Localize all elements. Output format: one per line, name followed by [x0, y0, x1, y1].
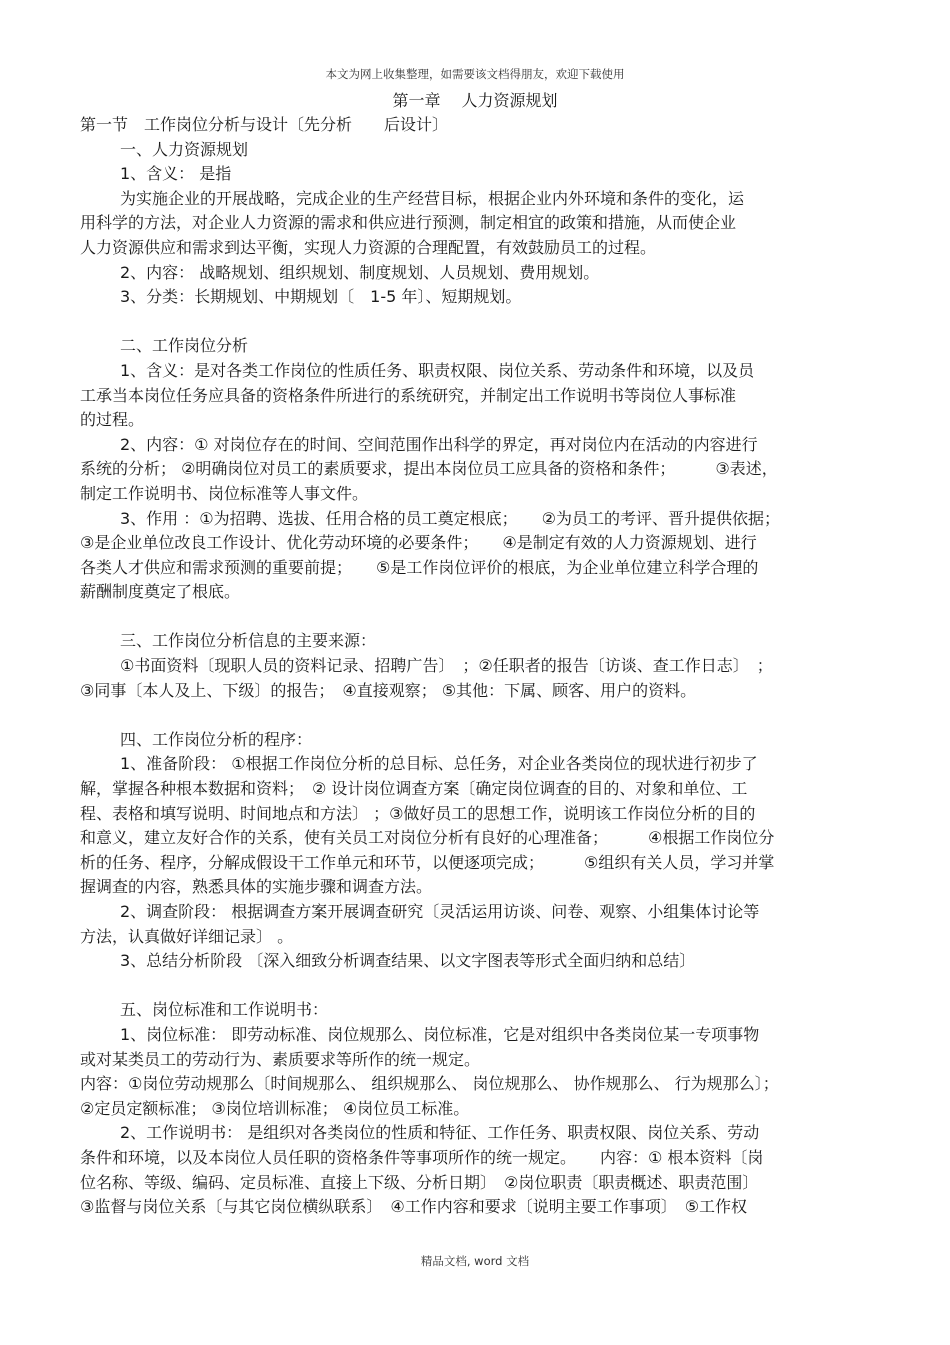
paragraph-line: 的过程。 — [80, 410, 145, 430]
heading: 四、工作岗位分析的程序： — [120, 729, 313, 749]
header-note: 本文为网上收集整理，如需要该文档得朋友，欢迎下载使用 — [325, 67, 625, 81]
footer-note: 精品文档, word 文档 — [420, 1254, 530, 1268]
paragraph-line: 2、内容：① 对岗位存在的时间、空间范围作出科学的界定，再对岗位内在活动的内容进行 — [120, 434, 758, 454]
paragraph-line: 1、准备阶段： ①根据工作岗位分析的总目标、总任务，对企业各类岗位的现状进行初步了 — [120, 754, 758, 774]
blank-line — [80, 974, 870, 999]
paragraph-line: 1、岗位标准： 即劳动标准、岗位规那么、岗位标准，它是对组织中各类岗位某一专项事物 — [120, 1024, 760, 1044]
paragraph-line: ③监督与岗位关系〔与其它岗位横纵联系〕 ④工作内容和要求〔说明主要工作事项〕 ⑤工作权 — [80, 1197, 748, 1217]
paragraph-line: 工承当本岗位任务应具备的资格条件所进行的系统研究，并制定出工作说明书等岗位人事标准 — [80, 385, 737, 405]
paragraph-line: 内容：①岗位劳动规那么〔时间规那么、 组织规那么、 岗位规那么、 协作规那么、 行为规那么〕； — [80, 1074, 779, 1094]
paragraph-line: 2、调查阶段： 根据调查方案开展调查研究〔灵活运用访谈、问卷、观察、小组集体讨论等 — [120, 902, 760, 921]
paragraph-line: 3、作用 ：①为招聘、选拔、任用合格的员工奠定根底； ②为员工的考评、晋升提供依据； — [120, 508, 780, 528]
heading: 二、工作岗位分析 — [120, 336, 249, 356]
paragraph-line: 薪酬制度奠定了根底。 — [80, 582, 241, 602]
paragraph-line: 程、表格和填写说明、时间地点和方法〕 ；③做好员工的思想工作，说明该工作岗位分析的目的 — [80, 803, 756, 823]
blank-line — [80, 310, 870, 335]
paragraph-line: 握调查的内容，熟悉具体的实施步骤和调查方法。 — [80, 877, 433, 897]
paragraph-line: ③同事〔本人及上、下级〕的报告； ④直接观察； ⑤其他：下属、顾客、用户的资料。 — [80, 680, 697, 700]
paragraph-line: 3、分类：长期规划、中期规划〔 1-5 年〕、短期规划。 — [120, 287, 522, 307]
blank-line — [80, 703, 870, 728]
paragraph-line: 或对某类员工的劳动行为、素质要求等所作的统一规定。 — [80, 1049, 481, 1069]
paragraph-line: 2、工作说明书： 是组织对各类岗位的性质和特征、工作任务、职责权限、岗位关系、劳动 — [120, 1123, 760, 1143]
paragraph-line: 人力资源供应和需求到达平衡，实现人力资源的合理配置，有效鼓励员工的过程。 — [80, 237, 657, 257]
paragraph-line: 位名称、等级、编码、定员标准、直接上下级、分析日期〕 ②岗位职责〔职责概述、职责范围〕 — [80, 1172, 759, 1192]
heading: 五、岗位标准和工作说明书： — [120, 1000, 329, 1020]
paragraph-line: 制定工作说明书、岗位标准等人事文件。 — [80, 483, 369, 503]
paragraph-line: 方法，认真做好详细记录〕 。 — [80, 926, 294, 946]
paragraph-line: 各类人才供应和需求预测的重要前提； ⑤是工作岗位评价的根底，为企业单位建立科学合理的 — [80, 557, 759, 577]
blank-line — [80, 605, 870, 630]
paragraph-line: 用科学的方法，对企业人力资源的需求和供应进行预测，制定相宜的政策和措施，从而使企业 — [80, 213, 737, 233]
paragraph-line: 解，掌握各种根本数据和资料； ② 设计岗位调查方案〔确定岗位调查的目的、对象和单位、工 — [80, 779, 748, 799]
section-title: 第一节 工作岗位分析与设计〔先分析 后设计〕 — [80, 115, 449, 134]
chapter-title: 第一章 人力资源规划 — [392, 91, 558, 110]
document-body — [80, 113, 870, 1220]
paragraph-line: 条件和环境，以及本岗位人员任职的资格条件等事项所作的统一规定。 内容：① 根本资料〔岗 — [80, 1147, 764, 1167]
heading: 一、人力资源规划 — [120, 139, 249, 159]
heading: 三、工作岗位分析信息的主要来源： — [120, 631, 377, 651]
paragraph-line: 3、总结分析阶段 〔深入细致分析调查结果、以文字图表等形式全面归纳和总结〕 — [120, 951, 696, 971]
paragraph-line: 为实施企业的开展战略，完成企业的生产经营目标，根据企业内外环境和条件的变化，运 — [120, 188, 745, 208]
paragraph-line: 1、含义：是对各类工作岗位的性质任务、职责权限、岗位关系、劳动条件和环境，以及员 — [120, 360, 755, 380]
paragraph-line: ①书面资料〔现职人员的资料记录、招聘广告〕 ；②任职者的报告〔访谈、查工作日志〕 ； — [120, 656, 773, 676]
paragraph-line: 1、含义： 是指 — [120, 164, 232, 184]
paragraph-line: 和意义，建立友好合作的关系，使有关员工对岗位分析有良好的心理准备； ④根据工作岗位分 — [80, 828, 775, 848]
paragraph-line: 析的任务、程序，分解成假设干工作单元和环节，以便逐项完成； ⑤组织有关人员，学习并掌 — [80, 852, 775, 872]
paragraph-line: 系统的分析； ②明确岗位对员工的素质要求，提出本岗位员工应具备的资格和条件； ③表述， — [80, 459, 778, 479]
paragraph-line: ③是企业单位改良工作设计、优化劳动环境的必要条件； ④是制定有效的人力资源规划、进行 — [80, 533, 757, 553]
paragraph-line: ②定员定额标准； ③岗位培训标准； ④岗位员工标准。 — [80, 1098, 470, 1118]
paragraph-line: 2、内容： 战略规划、组织规划、制度规划、人员规划、费用规划。 — [120, 262, 600, 282]
